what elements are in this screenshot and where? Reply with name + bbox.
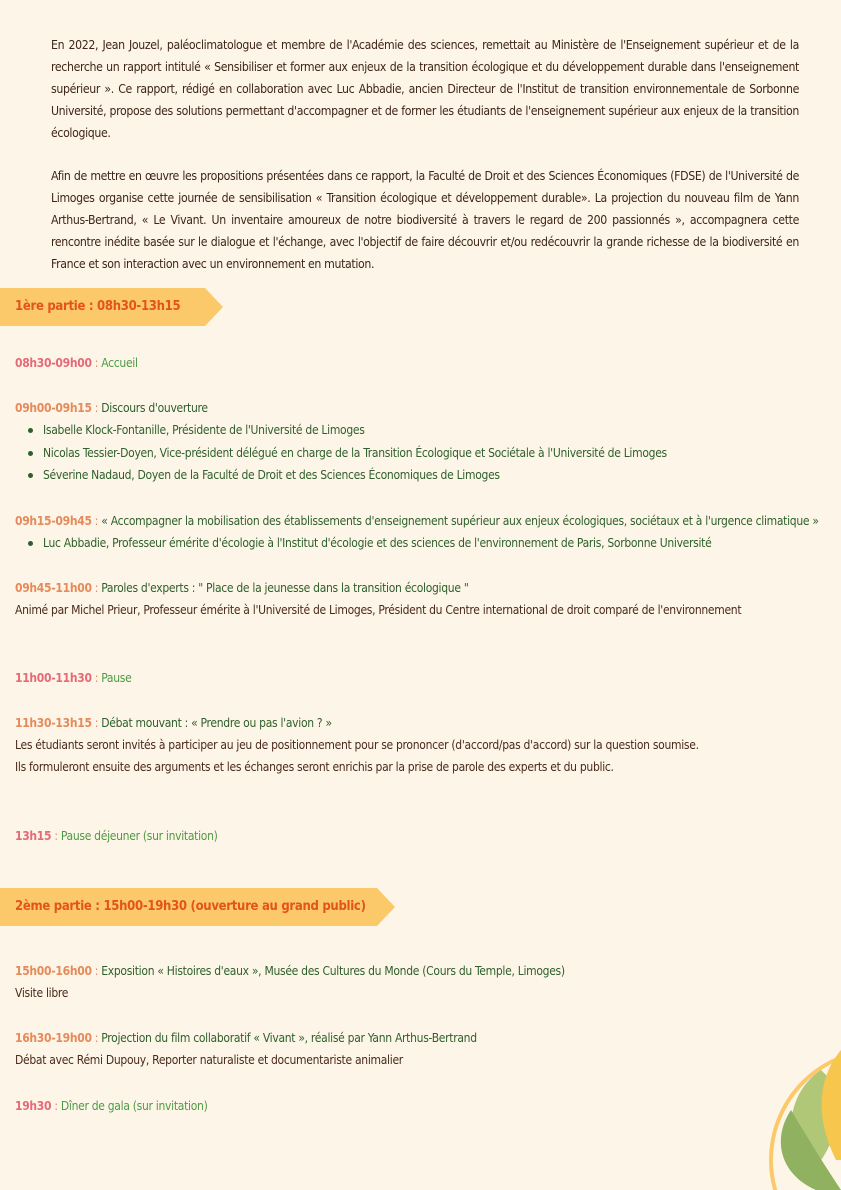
schedule-item-gala — [15, 1095, 207, 1117]
time: 09h45-11h00 — [15, 581, 92, 595]
separator: : — [91, 401, 102, 415]
time: 09h00-09h15 — [15, 401, 92, 415]
title: Paroles d'experts : " Place de la jeunesse dans la transition écologique " — [101, 581, 469, 595]
leaf-decoration-icon — [761, 1010, 841, 1190]
title: Accueil — [101, 356, 138, 370]
separator: : — [91, 581, 102, 595]
description: Ils formuleront ensuite des arguments et les échanges seront enrichis par la prise de parole des experts et du public. — [15, 760, 614, 774]
part-2-label: 2ème partie : 15h00-19h30 (ouverture au grand public) — [15, 899, 366, 914]
time: 11h00-11h30 — [15, 671, 92, 685]
part-1-banner — [0, 288, 225, 326]
speaker: Nicolas Tessier-Doyen, Vice-président délégué en charge de la Transition Écologique et Sociétale à l'Université de Limoges — [28, 442, 667, 465]
speaker: Isabelle Klock-Fontanille, Présidente de l'Université de Limoges — [28, 419, 667, 442]
schedule-item-debat — [15, 712, 699, 778]
title: Projection du film collaboratif « Vivant », réalisé par Yann Arthus-Bertrand — [101, 1031, 477, 1045]
schedule-item-discours — [15, 397, 667, 487]
time: 13h15 — [15, 829, 52, 843]
separator: : — [51, 829, 61, 843]
intro-paragraph-2: Afin de mettre en œuvre les propositions présentées dans ce rapport, la Faculté de Droit et des Sciences Économiques (FDSE) de l'Université de Limoges organise cette journée de sensibilisation « Transition écologique et développement durable». La projection du nouveau film de Yann Arthus-Bertrand, « Le Vivant. Un inventaire amoureux de notre biodiversité à travers le regard de 200 passionnés », accompagnera cette rencontre inédite basée sur le dialogue et l'échange, avec l'objectif de faire découvrir et/ou redécouvrir la grande richesse de la biodiversité en France et son interaction avec un environnement en mutation. — [51, 169, 799, 271]
title: Pause — [101, 671, 132, 685]
time: 16h30-19h00 — [15, 1031, 92, 1045]
schedule-item-mobilisation — [15, 510, 819, 555]
description: Débat avec Rémi Dupouy, Reporter naturaliste et documentariste animalier — [15, 1053, 403, 1067]
description: Animé par Michel Prieur, Professeur émérite à l'Université de Limoges, Président du Centre international de droit comparé de l'environnement — [15, 603, 742, 617]
separator: : — [91, 1031, 102, 1045]
intro-text — [51, 34, 799, 296]
title: Dîner de gala (sur invitation) — [60, 1099, 208, 1113]
speaker: Séverine Nadaud, Doyen de la Faculté de Droit et des Sciences Économiques de Limoges — [28, 464, 667, 487]
schedule-item-pause — [15, 667, 131, 689]
title: Discours d'ouverture — [101, 401, 208, 415]
speaker-list — [15, 532, 819, 555]
separator: : — [91, 716, 102, 730]
separator: : — [91, 671, 102, 685]
separator: : — [91, 964, 102, 978]
title: Pause déjeuner (sur invitation) — [60, 829, 218, 843]
schedule-item-dejeuner — [15, 825, 218, 847]
separator: : — [51, 1099, 61, 1113]
title: « Accompagner la mobilisation des établissements d'enseignement supérieur aux enjeux écologiques, sociétaux et à l'urgence climatique » — [101, 514, 819, 528]
separator: : — [91, 514, 102, 528]
time: 09h15-09h45 — [15, 514, 92, 528]
speaker-list — [15, 419, 667, 487]
time: 08h30-09h00 — [15, 356, 92, 370]
schedule-item-exposition — [15, 960, 565, 1004]
schedule-item-accueil — [15, 352, 138, 374]
time: 19h30 — [15, 1099, 52, 1113]
part-2-banner — [0, 888, 397, 926]
intro-paragraph-1: En 2022, Jean Jouzel, paléoclimatologue et membre de l'Académie des sciences, remettait au Ministère de l'Enseignement supérieur et de la recherche un rapport intitulé « Sensibiliser et former aux enjeux de la transition écologique et du développement durable dans l'enseignement supérieur ». Ce rapport, rédigé en collaboration avec Luc Abbadie, ancien Directeur de l'Institut de transition environnementale de Sorbonne Université, propose des solutions permettant d'accompagner et de former les étudiants de l'enseignement supérieur aux enjeux de la transition écologique. — [51, 38, 799, 140]
title: Débat mouvant : « Prendre ou pas l'avion ? » — [101, 716, 332, 730]
separator: : — [91, 356, 102, 370]
speaker: Luc Abbadie, Professeur émérite d'écologie à l'Institut d'écologie et des sciences de l'environnement de Paris, Sorbonne Université — [28, 532, 819, 555]
description: Les étudiants seront invités à participer au jeu de positionnement pour se prononcer (d'accord/pas d'accord) sur la question soumise. — [15, 738, 699, 752]
description: Visite libre — [15, 986, 69, 1000]
time: 11h30-13h15 — [15, 716, 92, 730]
schedule-item-film — [15, 1027, 477, 1071]
title: Exposition « Histoires d'eaux », Musée des Cultures du Monde (Cours du Temple, Limoges) — [101, 964, 565, 978]
time: 15h00-16h00 — [15, 964, 92, 978]
schedule-item-paroles — [15, 577, 741, 621]
part-1-label: 1ère partie : 08h30-13h15 — [15, 299, 181, 314]
